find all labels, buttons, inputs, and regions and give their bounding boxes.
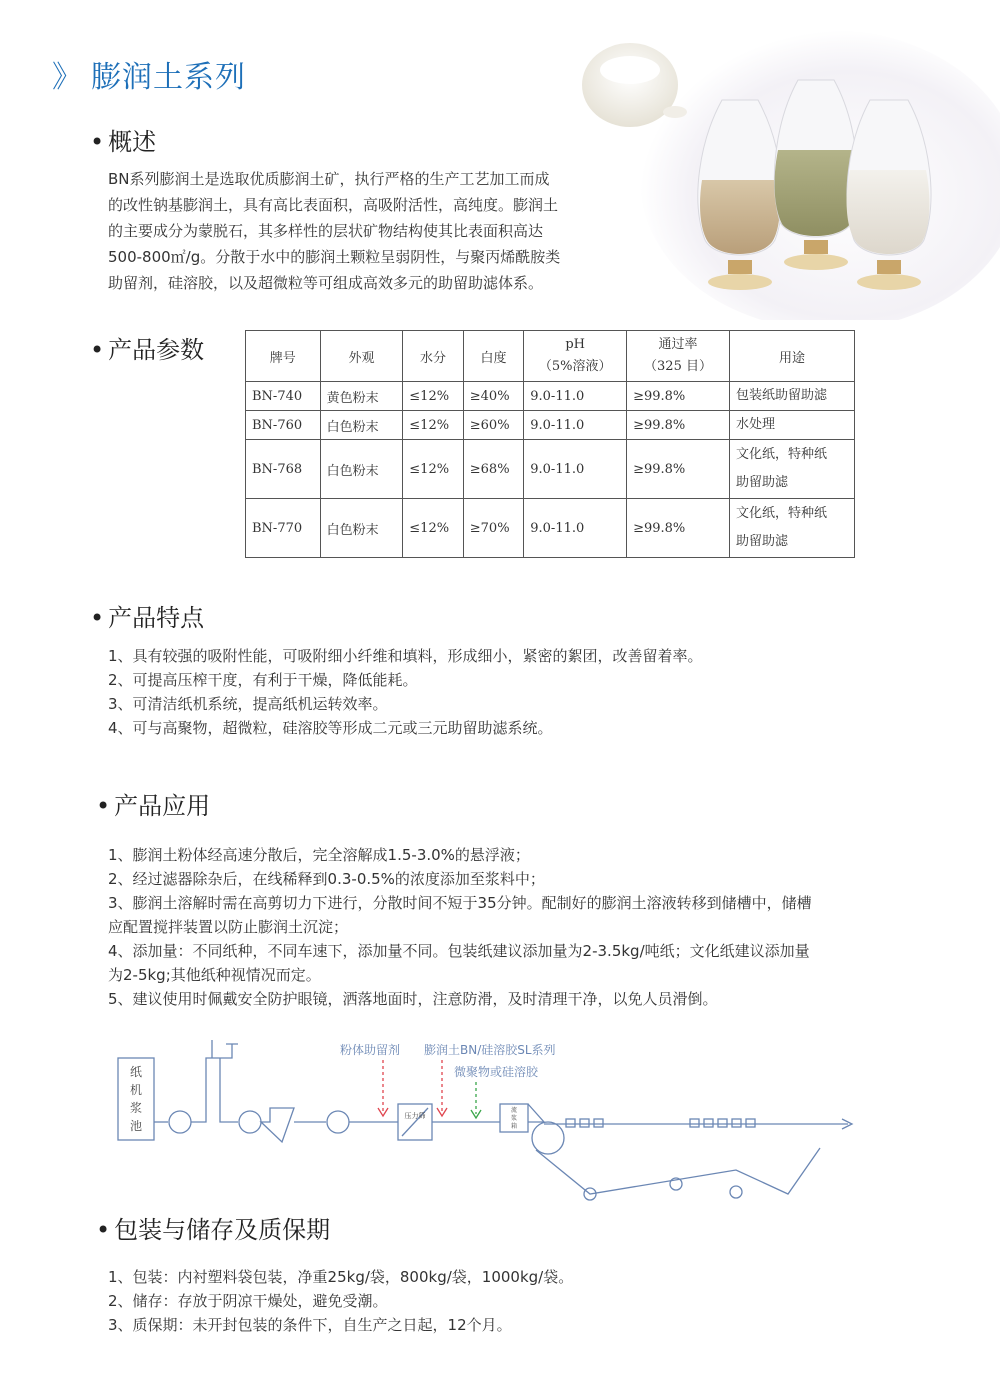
cell-use-line1: 文化纸，特种纸 xyxy=(735,506,827,521)
list-item: 3、质保期：未开封包装的条件下，自生产之日起，12个月。 xyxy=(108,1316,512,1334)
foil xyxy=(580,1119,589,1127)
constant-head-tank xyxy=(212,1040,238,1058)
pump-3 xyxy=(327,1111,349,1133)
cell-ph: 9.0-11.0 xyxy=(524,499,627,558)
cell-appearance: 白色粉末 xyxy=(320,411,403,440)
cell-moisture: ≤12% xyxy=(403,382,463,411)
cell-pass-rate: ≥99.8% xyxy=(627,382,730,411)
list-item: 5、建议使用时佩戴安全防护眼镜，洒落地面时，注意防滑，及时清理干净，以免人员滑倒。 xyxy=(108,990,718,1008)
cell-whiteness: ≥60% xyxy=(463,411,523,440)
list-item: 应配置搅拌装置以防止膨润土沉淀； xyxy=(108,918,349,936)
bullet-icon: • xyxy=(90,128,105,156)
cell-appearance: 黄色粉末 xyxy=(320,382,403,411)
cell-appearance: 白色粉末 xyxy=(320,499,403,558)
packaging-list xyxy=(108,1265,968,1337)
cleaner-cone xyxy=(261,1108,294,1142)
process-flow-diagram xyxy=(108,1030,878,1210)
header-ph-line1: pH xyxy=(565,337,585,352)
foil xyxy=(718,1119,727,1127)
overview-line: 的主要成分为蒙脱石，其多样性的层状矿物结构使其比表面积高达 xyxy=(108,222,544,240)
bullet-icon: • xyxy=(90,604,105,632)
header-ph-line2: （5%溶液） xyxy=(538,359,612,374)
table-row xyxy=(246,440,855,499)
overview-heading-text: 概述 xyxy=(108,128,157,156)
header-pass-line1: 通过率 xyxy=(658,337,698,352)
features-heading-text: 产品特点 xyxy=(108,604,205,632)
chest-label-char: 纸 xyxy=(129,1065,143,1079)
list-item: 2、储存：存放于阴凉干燥处，避免受潮。 xyxy=(108,1292,388,1310)
chest-label-char: 池 xyxy=(129,1119,143,1133)
table-header-row xyxy=(246,331,855,382)
params-heading-text: 产品参数 xyxy=(108,336,205,364)
params-heading xyxy=(90,330,204,365)
cell-moisture: ≤12% xyxy=(403,440,463,499)
powder-aid-label: 粉体助留剂 xyxy=(340,1043,401,1057)
bentonite-label: 膨润土BN/硅溶胶SL系列 xyxy=(424,1043,556,1057)
cell-moisture: ≤12% xyxy=(403,411,463,440)
cell-grade: BN-740 xyxy=(246,382,321,411)
cell-whiteness: ≥68% xyxy=(463,440,523,499)
overview-line: BN系列膨润土是选取优质膨润土矿，执行严格的生产工艺加工而成 xyxy=(108,170,550,188)
cell-use xyxy=(729,440,854,499)
foil xyxy=(690,1119,699,1127)
list-item: 1、具有较强的吸附性能，可吸附细小纤维和填料，形成细小，紧密的絮团，改善留着率。 xyxy=(108,647,703,665)
cell-pass-rate: ≥99.8% xyxy=(627,499,730,558)
cell-use-line2: 助留助滤 xyxy=(735,475,788,490)
headbox-label-char: 箱 xyxy=(510,1123,518,1130)
application-heading xyxy=(96,786,210,821)
foil xyxy=(732,1119,741,1127)
overview-line: 500-800㎡/g。分散于水中的膨润土颗粒呈弱阴性，与聚丙烯酰胺类 xyxy=(108,248,561,266)
list-item: 为2-5kg;其他纸种视情况而定。 xyxy=(108,966,321,984)
headbox-label-char: 流 xyxy=(510,1107,518,1114)
title-chevron-icon: 》 xyxy=(52,60,83,95)
cell-whiteness: ≥40% xyxy=(463,382,523,411)
foil xyxy=(594,1119,603,1127)
list-item: 1、包装：内衬塑料袋包装，净重25kg/袋，800kg/袋，1000kg/袋。 xyxy=(108,1268,574,1286)
header-moisture: 水分 xyxy=(403,331,463,382)
features-list xyxy=(108,644,968,740)
cell-use-line2: 助留助滤 xyxy=(735,534,788,549)
pipe xyxy=(191,1058,212,1122)
header-grade: 牌号 xyxy=(246,331,321,382)
packaging-heading xyxy=(96,1210,330,1245)
pump-1 xyxy=(169,1111,191,1133)
overview-heading xyxy=(90,122,156,157)
bullet-icon: • xyxy=(96,1216,111,1244)
headbox-slice xyxy=(528,1104,544,1122)
header-whiteness: 白度 xyxy=(463,331,523,382)
cell-pass-rate: ≥99.8% xyxy=(627,440,730,499)
cell-appearance: 白色粉末 xyxy=(320,440,403,499)
cell-grade: BN-770 xyxy=(246,499,321,558)
cell-use-line1: 文化纸，特种纸 xyxy=(735,447,827,462)
application-heading-text: 产品应用 xyxy=(114,792,211,820)
foil xyxy=(704,1119,713,1127)
overview-line: 的改性钠基膨润土，具有高比表面积，高吸附活性，高纯度。膨润土 xyxy=(108,196,559,214)
cell-ph: 9.0-11.0 xyxy=(524,382,627,411)
cell-pass-rate: ≥99.8% xyxy=(627,411,730,440)
header-pass-rate xyxy=(627,331,730,382)
pressure-screen-label: 压力筛 xyxy=(404,1112,426,1120)
page-title xyxy=(52,52,246,96)
params-table xyxy=(245,330,855,558)
list-item: 2、可提高压榨干度，有利于干燥，降低能耗。 xyxy=(108,671,418,689)
table-row xyxy=(246,411,855,440)
table-row xyxy=(246,499,855,558)
header-ph xyxy=(524,331,627,382)
cell-use xyxy=(729,499,854,558)
foil xyxy=(746,1119,755,1127)
table-row xyxy=(246,382,855,411)
header-pass-line2: （325 目） xyxy=(644,359,712,374)
list-item: 3、可清洁纸机系统，提高纸机运转效率。 xyxy=(108,695,388,713)
headbox-label-char: 浆 xyxy=(510,1115,518,1122)
cell-grade: BN-768 xyxy=(246,440,321,499)
cell-use: 水处理 xyxy=(729,411,854,440)
micropolymer-label: 微聚物或硅溶胶 xyxy=(454,1065,539,1079)
page-title-text: 膨润土系列 xyxy=(91,60,246,95)
cell-ph: 9.0-11.0 xyxy=(524,411,627,440)
header-appearance: 外观 xyxy=(320,331,403,382)
list-item: 3、膨润土溶解时需在高剪切力下进行，分散时间不短于35分钟。配制好的膨润土溶液转移到储槽中，储槽 xyxy=(108,894,812,912)
header-use: 用途 xyxy=(729,331,854,382)
breast-roll xyxy=(532,1122,564,1154)
foil xyxy=(566,1119,575,1127)
pump-2 xyxy=(239,1111,261,1133)
cell-whiteness: ≥70% xyxy=(463,499,523,558)
overview-line: 助留剂，硅溶胶，以及超微粒等可组成高效多元的助留助滤体系。 xyxy=(108,274,544,292)
return-roll xyxy=(730,1186,742,1198)
features-heading xyxy=(90,598,204,633)
bullet-icon: • xyxy=(96,792,111,820)
application-list xyxy=(108,843,968,1011)
list-item: 2、经过滤器除杂后，在线稀释到0.3-0.5%的浓度添加至浆料中； xyxy=(108,870,545,888)
list-item: 4、可与高聚物，超微粒，硅溶胶等形成二元或三元助留助滤系统。 xyxy=(108,719,553,737)
chest-label-char: 浆 xyxy=(129,1101,143,1115)
cell-ph: 9.0-11.0 xyxy=(524,440,627,499)
pipe xyxy=(220,1058,238,1122)
list-item: 1、膨润土粉体经高速分散后，完全溶解成1.5-3.0%的悬浮液； xyxy=(108,846,530,864)
cell-use: 包装纸助留助滤 xyxy=(729,382,854,411)
cell-grade: BN-760 xyxy=(246,411,321,440)
packaging-heading-text: 包装与储存及质保期 xyxy=(114,1216,331,1244)
overview-paragraph xyxy=(108,166,648,296)
list-item: 4、添加量：不同纸种，不同车速下，添加量不同。包装纸建议添加量为2-3.5kg/吨纸；文化纸建议添加量 xyxy=(108,942,810,960)
bullet-icon: • xyxy=(90,336,105,364)
chest-label-char: 机 xyxy=(129,1083,143,1097)
wire-return xyxy=(536,1148,820,1194)
cell-moisture: ≤12% xyxy=(403,499,463,558)
